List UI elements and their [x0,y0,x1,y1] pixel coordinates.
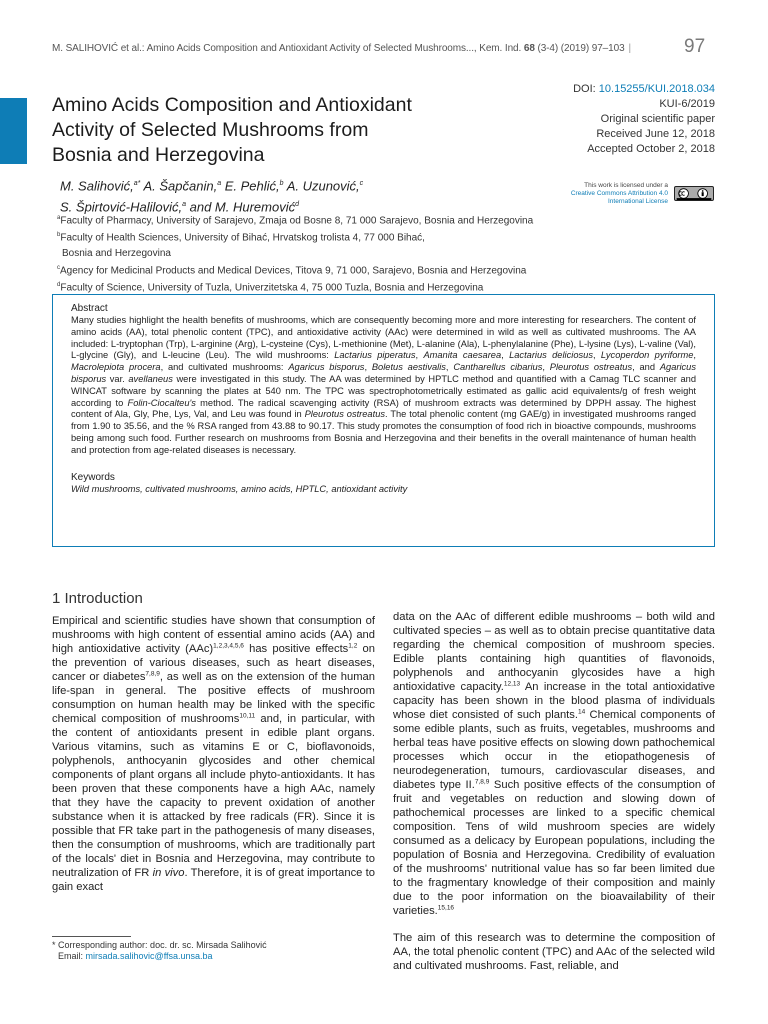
doi-line [573,82,715,97]
page-number: 97 [684,36,706,57]
author: S. Špirtović-Halilović, [60,199,183,215]
article-title [52,93,522,168]
author-line [60,174,530,195]
email-line [52,951,267,962]
article-code: KUI-6/2019 [659,98,715,110]
header-separator: | [628,43,632,54]
keywords-text: Wild mushrooms, cultivated mushrooms, amino acids, HPTLC, antioxidant activity [71,483,408,494]
author: A. Šapčanin, [143,178,218,194]
body-column-right [393,610,715,973]
doi-label: DOI: [573,83,596,95]
title-line: Bosnia and Herzegovina [52,144,265,166]
author: A. Uzunović, [286,178,360,194]
author: and M. Huremović [189,199,296,215]
license-link[interactable]: Creative Commons Attribution 4.0 [570,190,668,197]
received-date: Received June 12, 2018 [596,128,715,140]
doi-link[interactable]: 10.15255/KUI.2018.034 [598,83,715,95]
author-sup: b [279,180,284,187]
email-link[interactable]: mirsada.salihovic@ffsa.unsa.ba [85,951,213,961]
author: M. Salihović, [60,178,134,194]
running-title: M. SALIHOVIĆ et al.: Amino Acids Composition and Antioxidant Activity of Selected Mushrooms..., Kem. Ind. [52,43,522,54]
author-sup: d [295,201,300,209]
title-line: Activity of Selected Mushrooms from [52,119,369,141]
volume: 68 [523,43,535,54]
issue-pages: (3-4) (2019) 97–103 [537,43,625,54]
affiliation: $^c$Agency for Medicinal Products and Medical Devices, Titova 9, 71 000, Sarajevo, Bosnia and Herzegovina [57,264,527,276]
running-header [52,43,652,54]
body-paragraph: Empirical and scientific studies have shown that consumption of mushrooms with high content of essential amino acids (AA) and high antioxidative activity (AAc)$^{1,2,3,4,5,6}$ has positive effects$^{1,2}$ on the prevention of various diseases, such as heart diseases, cancer or diabetes$^{7,8,9}$, as well as on the extension of the human life-span in general. The positive effects of mushroom consumption on human health may be linked with the specific chemical composition of mushrooms$^{10,11}$ and, in particular, with the content of antioxidants present in edible plant organs. Various vitamins, such as vitamins E or C, bioflavonoids, polyphenols, anthocyanin glycosides and other chemical components of plant organs all include phyto-antioxidants. It has been proven that these components have a high AAc, namely that they have the capacity to prevent oxidation of another substance when it is attacked by free radicals (FR). Since it is possible that FR take part in the pathogenesis of many diseases, then the consumption of mushrooms, which are traditionally part of the locals' diet in Bosnia and Herzegovina, may contribute to neutralization of FR in vivo. Therefore, it is of great importance to gain exact [52,615,376,893]
section-heading: 1 Introduction [52,590,143,607]
body-paragraph: data on the AAc of different edible mushrooms – both wild and cultivated species – as well as to obtain precise quantitative data regarding the chemical composition of mushroom species. Edible plants containing high quantities of flavonoids, polyphenols and anthocyanin glycosides have a high antioxidative capacity.$^{12,13}$ An increase in the total antioxidative capacity has been shown in the blood plasma of individuals whose diet consisted of such plants.$^{14}$ Chemical components of some edible plants, such as fruits, vegetables, mushrooms and herbal teas have positive effects on slowing down pathochemical processes which occur in the etiopathogenesis of neurodegeneration, tumours, cardiovascular diseases, and diabetes type II.$^{7,8,9}$ Such positive effects of the consumption of fruit and vegetables on reduction and slowing down of pathochemical processes are linked to a specific chemical composition. Tens of wild mushroom species are widely consumed as a delicacy by European populations, including the population of Bosnia and Herzegovina. Credibility of evaluation of the mushrooms' nutritional value has so far been limited due to the fragmentary knowledge of their composition and mainly due to the poor information on the bioavailability of their varieties.$^{15,16}$ [393,611,715,917]
accepted-date: Accepted October 2, 2018 [587,143,715,155]
abstract-heading: Abstract [71,303,108,314]
title-line: Amino Acids Composition and Antioxidant [52,94,412,116]
keywords-heading: Keywords [71,471,115,483]
author: E. Pehlić, [224,178,280,194]
paper-type: Original scientific paper [600,113,715,125]
body-paragraph: The aim of this research was to determine the composition of AA, the total phenolic content (TPC) and AAc of the selected wild and cultivated mushrooms. Fast, reliable, and [393,932,715,972]
author-sup: a [182,201,186,209]
email-label: Email: [58,951,84,961]
author-sup: c [359,180,364,187]
author-sup: a [217,180,222,187]
affiliation: Bosnia and Herzegovina [62,247,171,259]
article-meta [573,82,715,157]
body-column-left [52,614,375,894]
footnote [52,940,267,962]
accent-bar [0,98,27,164]
cc-by-icon[interactable] [674,186,714,201]
license-notice [548,182,668,206]
affiliations [57,211,617,295]
corresponding-author: * Corresponding author: doc. dr. sc. Mirsada Salihović [52,940,267,950]
affiliation: $^b$Faculty of Health Sciences, University of Bihać, Hrvatskog trolista 4, 77 000 Bihać, [57,232,425,244]
license-link[interactable]: International License [608,198,668,205]
abstract-box [52,294,715,547]
license-text: This work is licensed under a [584,182,668,189]
author-sup: a* [133,180,141,187]
affiliation: $^d$Faculty of Science, University of Tuzla, Univerzitetska 4, 75 000 Tuzla, Bosnia and Herzegovina [57,281,484,294]
footnote-divider [52,936,131,937]
abstract-text: Many studies highlight the health benefits of mushrooms, which are consequently becoming more and more interesting for researchers. The content of amino acids (AA), total phenolic content (TPC), and antioxidative activity (AAc) were determined in wild as well as cultivated mushrooms. The AA included: L-tryptophan (Trp), L-arginine (Arg), L-cysteine (Cys), L-methionine (Met), L-alanine (Ala), L-phenylalanine (Phe), L-lysine (Lys), L-valine (Val), L-glycine (Gly), and L-leucine (Leu). The wild mushrooms: Lactarius piperatus, Amanita caesarea, Lactarius deliciosus, Lycoperdon pyriforme, Macrolepiota procera, and cultivated mushrooms: Agaricus bisporus, Boletus aestivalis, Cantharellus cibarius, Pleurotus ostreatus, and Agaricus bisporus var. avellaneus were investigated in this study. The AA was determined by HPTLC method and quantified with a Camag TLC scanner and WINCAT software by scanning the plates at 540 nm. The TPC was spectrophotometrically estimated as gallic acid equivalents/g of fresh weight according to Folin-Ciocalteu's method. The radical scavenging activity (RSA) of mushroom extracts was determined by DPPH assay. The highest content of Ala, Gly, Phe, Lys, Val, and Leu was found in Pleurotus ostreatus. The total phenolic content (mg GAE/g) in investigated mushrooms ranged from 1.90 to 35.56, and the % RSA ranged from 43.88 to 90.17. This study promotes the consumption of food rich in bioactive compounds, mushrooms being among such food. Further research on mushrooms from Bosnia and Herzegovina and their benefits in the overall maintenance of human health and protection from age-related diseases is necessary. [71,315,697,455]
affiliation: $^a$Faculty of Pharmacy, University of Sarajevo, Zmaja od Bosne 8, 71 000 Sarajevo, Bosnia and Herzegovina [57,215,534,227]
